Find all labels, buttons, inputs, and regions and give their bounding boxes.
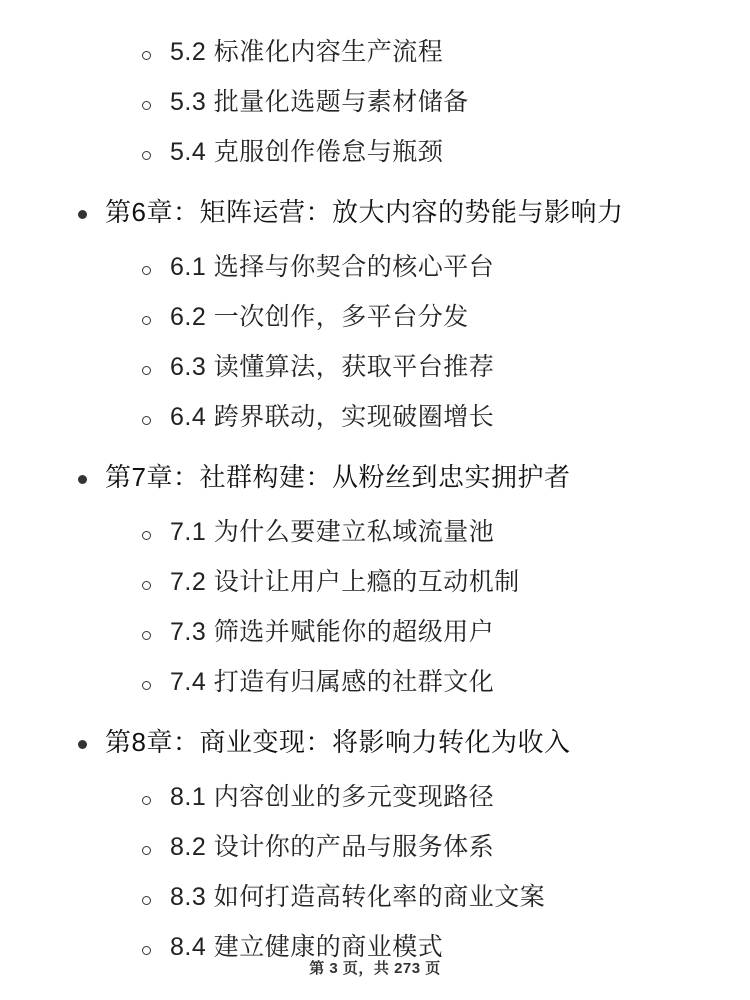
toc-entry-label: 7.3 筛选并赋能你的超级用户 [170, 618, 495, 646]
hollow-bullet-icon [142, 946, 151, 955]
toc-chapter-item[interactable] [60, 729, 690, 755]
hollow-bullet-icon [142, 896, 151, 905]
toc-entry-label: 第7章：社群构建：从粉丝到忠实拥护者 [105, 462, 571, 492]
toc-entry-label: 5.2 标准化内容生产流程 [170, 38, 444, 66]
toc-entry-label: 7.4 打造有归属感的社群文化 [170, 668, 495, 696]
toc-entry-label: 7.2 设计让用户上瘾的互动机制 [170, 568, 520, 596]
hollow-bullet-icon [142, 581, 151, 590]
toc-sub-item[interactable] [60, 670, 690, 695]
hollow-bullet-icon [142, 101, 151, 110]
hollow-bullet-icon [142, 51, 151, 60]
toc-sub-item[interactable] [60, 405, 690, 430]
toc-sub-item[interactable] [60, 255, 690, 280]
hollow-bullet-icon [142, 681, 151, 690]
toc-entry-label: 7.1 为什么要建立私域流量池 [170, 518, 495, 546]
toc-entry-label: 8.1 内容创业的多元变现路径 [170, 783, 495, 811]
toc-sub-item[interactable] [60, 355, 690, 380]
toc-entry-label: 8.4 建立健康的商业模式 [170, 933, 444, 961]
toc-sub-item[interactable] [60, 835, 690, 860]
toc-entry-label: 5.4 克服创作倦怠与瓶颈 [170, 138, 444, 166]
hollow-bullet-icon [142, 151, 151, 160]
hollow-bullet-icon [142, 416, 151, 425]
toc-chapter-item[interactable] [60, 464, 690, 490]
toc-sub-item[interactable] [60, 40, 690, 65]
toc-entry-label: 8.2 设计你的产品与服务体系 [170, 833, 495, 861]
filled-bullet-icon [78, 475, 87, 484]
toc-sub-item[interactable] [60, 140, 690, 165]
toc-sub-item[interactable] [60, 90, 690, 115]
toc-sub-item[interactable] [60, 620, 690, 645]
page-footer: 第 3 页，共 273 页 [309, 960, 441, 977]
toc-sub-item[interactable] [60, 520, 690, 545]
toc-sub-item[interactable] [60, 885, 690, 910]
toc-entry-label: 6.1 选择与你契合的核心平台 [170, 253, 495, 281]
toc-entry-label: 5.3 批量化选题与素材储备 [170, 88, 469, 116]
toc-entry-label: 第6章：矩阵运营：放大内容的势能与影响力 [105, 197, 624, 227]
hollow-bullet-icon [142, 366, 151, 375]
toc-entry-label: 8.3 如何打造高转化率的商业文案 [170, 883, 546, 911]
toc-sub-item[interactable] [60, 570, 690, 595]
toc-entry-label: 6.2 一次创作，多平台分发 [170, 303, 469, 331]
toc-entry-label: 6.3 读懂算法，获取平台推荐 [170, 353, 495, 381]
hollow-bullet-icon [142, 631, 151, 640]
hollow-bullet-icon [142, 531, 151, 540]
toc-entry-label: 第8章：商业变现：将影响力转化为收入 [105, 727, 571, 757]
hollow-bullet-icon [142, 846, 151, 855]
hollow-bullet-icon [142, 796, 151, 805]
filled-bullet-icon [78, 740, 87, 749]
toc-entry-label: 6.4 跨界联动，实现破圈增长 [170, 403, 495, 431]
table-of-contents [60, 40, 690, 960]
toc-sub-item[interactable] [60, 305, 690, 330]
filled-bullet-icon [78, 210, 87, 219]
hollow-bullet-icon [142, 316, 151, 325]
toc-sub-item[interactable] [60, 785, 690, 810]
hollow-bullet-icon [142, 266, 151, 275]
toc-chapter-item[interactable] [60, 199, 690, 225]
